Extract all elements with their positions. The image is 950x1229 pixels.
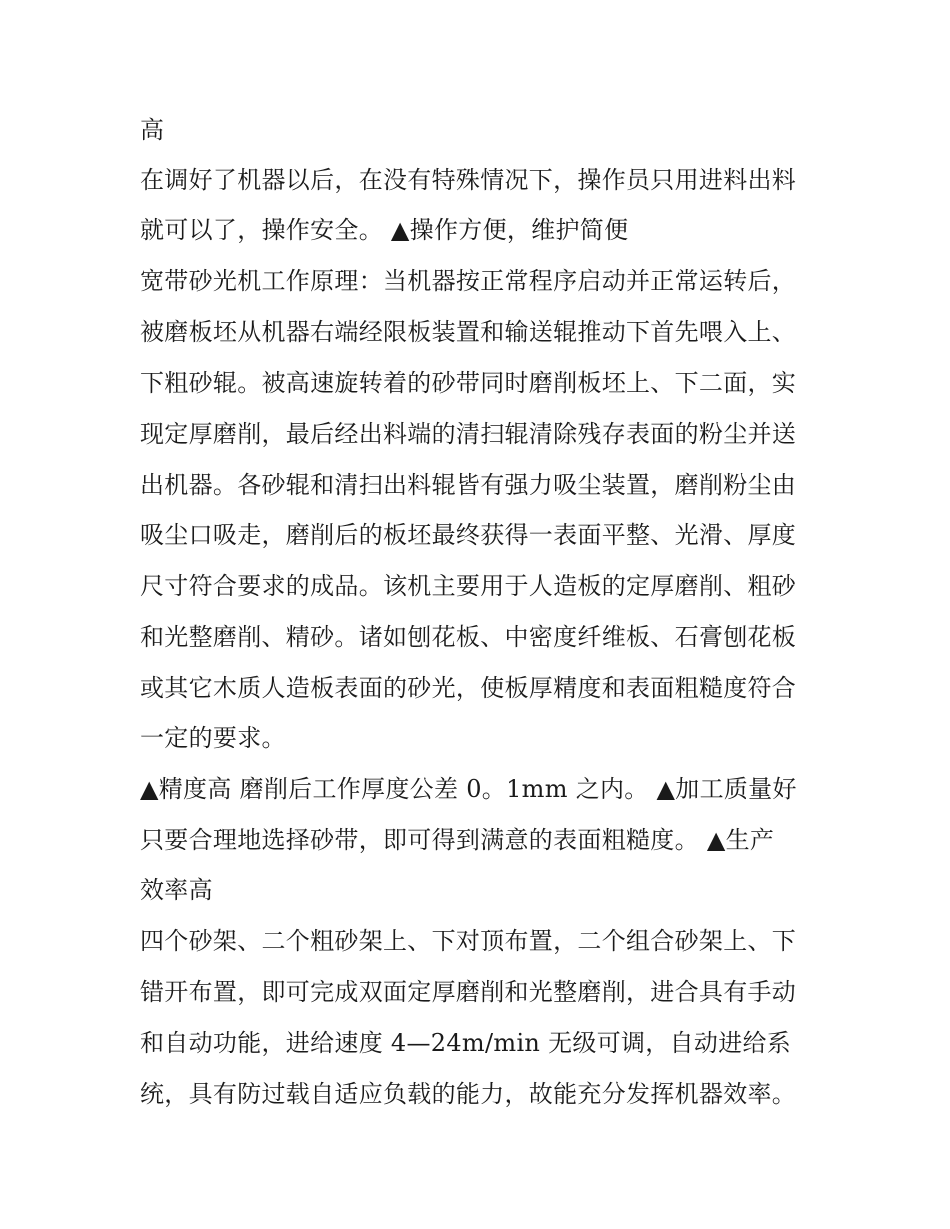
text-line: 统，具有防过载自适应负载的能力，故能充分发挥机器效率。 <box>140 1080 797 1108</box>
text-line: 高 <box>140 116 165 144</box>
text-line: 只要合理地选择砂带，即可得到满意的表面粗糙度。 ▲生产 <box>140 826 775 854</box>
text-line: ▲精度高 磨削后工作厚度公差 0。1mm 之内。 ▲加工质量好 <box>140 775 797 803</box>
text-line: 四个砂架、二个粗砂架上、下对顶布置，二个组合砂架上、下 <box>140 927 797 955</box>
text-line: 和光整磨削、精砂。诸如刨花板、中密度纤维板、石膏刨花板 <box>140 623 797 651</box>
text-line: 出机器。各砂辊和清扫出料辊皆有强力吸尘装置，磨削粉尘由 <box>140 471 797 499</box>
text-line: 尺寸符合要求的成品。该机主要用于人造板的定厚磨削、粗砂 <box>140 572 797 600</box>
text-line: 一定的要求。 <box>140 724 286 752</box>
text-line: 效率高 <box>140 876 213 904</box>
text-line: 错开布置，即可完成双面定厚磨削和光整磨削，进合具有手动 <box>140 978 797 1006</box>
text-line: 吸尘口吸走，磨削后的板坯最终获得一表面平整、光滑、厚度 <box>140 521 797 549</box>
text-line: 现定厚磨削，最后经出料端的清扫辊清除残存表面的粉尘并送 <box>140 420 797 448</box>
text-line: 和自动功能，进给速度 4—24m/min 无级可调，自动进给系 <box>140 1029 792 1057</box>
text-line: 就可以了，操作安全。 ▲操作方便，维护简便 <box>140 216 629 244</box>
text-line: 宽带砂光机工作原理：当机器按正常程序启动并正常运转后， <box>140 267 797 295</box>
text-line: 被磨板坯从机器右端经限板装置和输送辊推动下首先喂入上、 <box>140 318 797 346</box>
text-line: 下粗砂辊。被高速旋转着的砂带同时磨削板坯上、下二面，实 <box>140 369 797 397</box>
text-line: 或其它木质人造板表面的砂光，使板厚精度和表面粗糙度符合 <box>140 674 797 702</box>
text-line: 在调好了机器以后，在没有特殊情况下，操作员只用进料出料 <box>140 166 797 194</box>
